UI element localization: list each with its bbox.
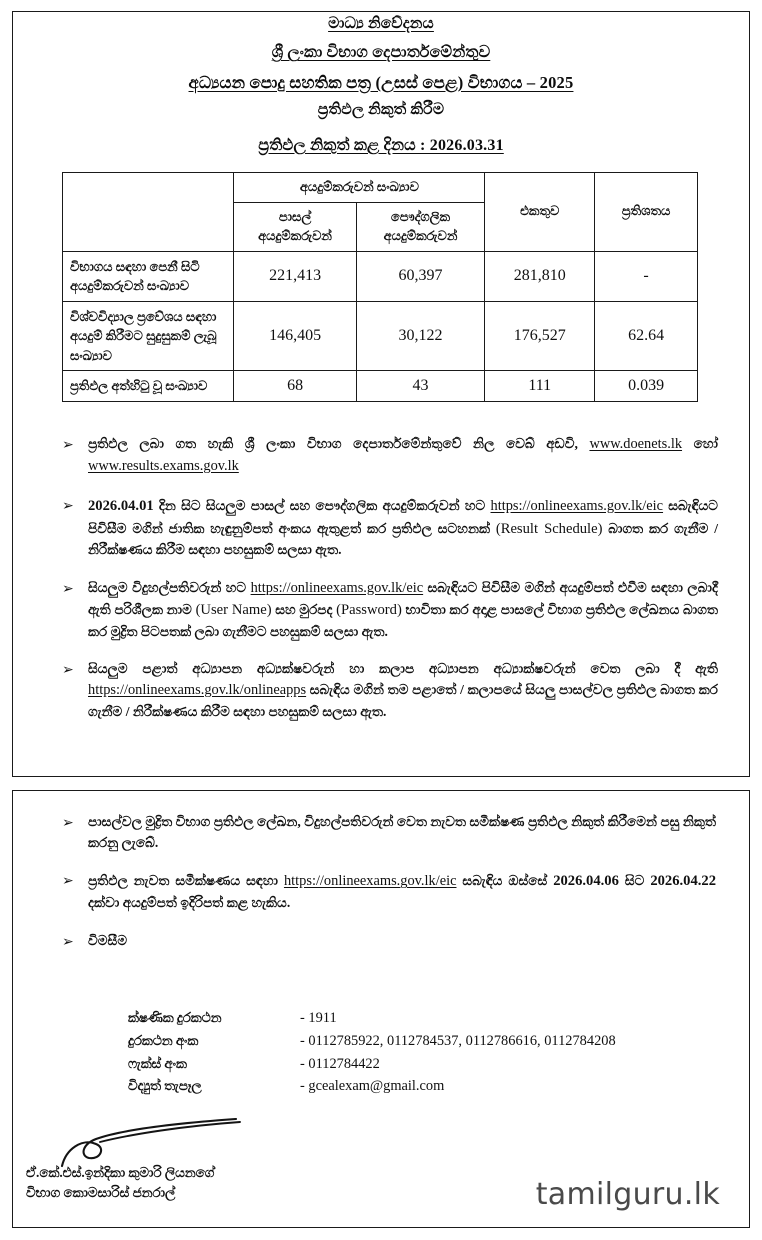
contact-label-telephone: දුරකථන අංක: [128, 1032, 199, 1048]
heading-exam-title: අධ්‍යයන පොදු සහතික පත්‍ර (උසස් පෙළ) විභාගය – 2025: [188, 72, 574, 92]
table-row: [63, 301, 698, 371]
table-cell-total: 176,527: [485, 301, 595, 371]
bullet-text-printed-results: පාසල්වල මුද්‍රිත විභාග ප්‍රතිඵල ලේඛන, විදුහල්පතිවරුන් වෙත නැවත සමීක්ෂණ ප්‍රතිඵල නිකුත් කිරීමෙන් පසු නිකුත් කරනු ලැබේ.: [88, 814, 716, 850]
table-group-header-applicants: අයදුම්කරුවන් සංඛ්‍යාව: [234, 173, 485, 203]
latin-password: (Password): [336, 602, 402, 619]
table-cell-private: 43: [356, 371, 485, 402]
table-cell-school: 221,413: [234, 251, 356, 301]
bullet-text-principals: සියලුම විදුහල්පතිවරුන් හට https://onlineexams.gov.lk/eic සබැඳියට පිවිසීම මගින් අයදුම්පත් එවීම සඳහා ලබාදී ඇති පරිශීලක නාම (User Name) සහ මුරපද (Password) භාවිතා කර අදාළ පාසලේ විභාග ප්‍රතිඵල ලේඛනය බාගත කර මුද්‍රිත පිටපතක් ලබා ගැනීමට පහසුකම් සලසා ඇත.: [88, 579, 718, 639]
signature-block: [26, 1163, 214, 1203]
link-doenets[interactable]: www.doenets.lk: [589, 436, 683, 452]
rescrutiny-end-date: 2026.04.22: [650, 873, 716, 890]
heading-results-release: ප්‍රතිඵල නිකුත් කිරීම: [317, 101, 445, 119]
table-row-label: විශ්වවිද්‍යාල ප්‍රවේශය සඳහා අයදුම් කිරීමට සුදුසුකම් ලැබූ සංඛ්‍යාව: [63, 301, 234, 371]
table-row-label: ප්‍රතිඵල අත්හිටු වූ සංඛ්‍යාව: [63, 371, 234, 402]
bullet-text-inquiries-heading: විමසීම: [88, 932, 128, 948]
heading-release-date: ප්‍රතිඵල නිකුත් කළ දිනය : 2026.03.31: [258, 136, 504, 154]
arrow-bullet-icon: ➢: [62, 580, 74, 597]
list-item: [62, 931, 716, 953]
arrow-bullet-icon: ➢: [62, 437, 74, 453]
link-results-exams[interactable]: www.results.exams.gov.lk: [88, 457, 239, 474]
table-row: [63, 371, 698, 402]
list-item: [62, 578, 718, 643]
contact-row-hotline: [128, 1007, 616, 1030]
contact-label-hotline: ක්ෂණික දුරකථන: [128, 1010, 222, 1025]
table-corner-cell-2: [63, 202, 234, 251]
contact-label-fax: ෆැක්ස් අංක: [128, 1055, 187, 1071]
contact-value-telephone: - 0112785922, 0112784537, 0112786616, 0112784208: [300, 1032, 616, 1049]
heading-media-release: මාධ්‍ය නිවේදනය: [328, 15, 434, 32]
heading-department: ශ්‍රී ලංකා විභාග දෙපාර්තමේන්තුව: [271, 44, 491, 62]
contact-details: [128, 1007, 616, 1098]
table-cell-total: 111: [485, 371, 595, 402]
contact-row-email: [128, 1075, 616, 1098]
arrow-bullet-icon: ➢: [62, 815, 74, 831]
table-cell-private: 30,122: [356, 301, 485, 371]
list-item: [62, 495, 718, 561]
contact-value-email[interactable]: - gcealexam@gmail.com: [300, 1078, 445, 1095]
arrow-bullet-icon: ➢: [62, 497, 74, 514]
table-cell-school: 146,405: [234, 301, 356, 371]
bullet-text-rescrutiny: ප්‍රතිඵල නැවත සමීක්ෂණය සඳහා https://onlineexams.gov.lk/eic සබැඳිය ඔස්සේ 2026.04.06 සිට 2026.04.22 දක්වා අයදුම්පත් ඉදිරිපත් කළ හැකිය.: [88, 873, 716, 911]
table-cell-percentage: 0.039: [595, 371, 698, 402]
list-item: [62, 434, 718, 478]
table-header-percentage: ප්‍රතිශතය: [595, 173, 698, 252]
list-item: [62, 870, 716, 914]
latin-user-name: (User Name): [195, 602, 272, 619]
list-item: [62, 659, 718, 722]
contact-value-hotline: - 1911: [300, 1010, 337, 1026]
table-header-total: එකතුව: [485, 173, 595, 252]
latin-result-schedule: (Result Schedule): [495, 520, 603, 537]
arrow-bullet-icon: ➢: [62, 662, 74, 679]
site-watermark: tamilguru.lk: [535, 1177, 720, 1212]
arrow-bullet-icon: ➢: [62, 933, 74, 950]
table-header-school: පාසල් අයදුම්කරුවන්: [234, 202, 356, 251]
link-onlineexams-onlineapps[interactable]: https://onlineexams.gov.lk/onlineapps: [88, 681, 307, 698]
bullet-text-directors: සියලුම පළාත් අධ්‍යාපන අධ්‍යක්ෂවරුන් හා කලාප අධ්‍යාපන අධ්‍යාක්ෂවරුන් වෙත ලබා දී ඇති https://onlineexams.gov.lk/onlineapps සබැඳිය මගින් තම පළාතේ / කලාපයේ සියලු පාසල්වල ප්‍රතිඵල බාගත කර ගැනීම / නිරීක්ෂණය කිරීම සඳහා පහසුකම් සලසා ඇත.: [88, 661, 718, 719]
signatory-name: ඒ.කේ.එස්.ඉන්දිකා කුමාරි ලියනගේ: [26, 1165, 215, 1180]
table-header-row-1: [63, 173, 698, 203]
list-item: [62, 812, 716, 853]
notice-bullet-list-top: [0, 434, 762, 739]
link-onlineexams-eic[interactable]: https://onlineexams.gov.lk/eic: [490, 497, 664, 514]
rescrutiny-start-date: 2026.04.06: [553, 873, 619, 890]
table-row: [63, 251, 698, 301]
table-header-private: පෞද්ගලික අයදුම්කරුවන්: [356, 202, 485, 251]
contact-row-telephone: [128, 1030, 616, 1053]
date-value: 2026.04.01: [88, 497, 154, 514]
contact-value-fax: - 0112784422: [300, 1055, 380, 1072]
table-cell-percentage: -: [595, 251, 698, 301]
bullet-text-websites: ප්‍රතිඵල ලබා ගත හැකි ශ්‍රී ලංකා විභාග දෙපාර්තමේන්තුවේ නිල වෙබ් අඩවි, www.doenets.lk හෝ www.results.exams.gov.lk: [88, 436, 718, 474]
table-cell-school: 68: [234, 371, 356, 402]
table-cell-percentage: 62.64: [595, 301, 698, 371]
contact-row-fax: [128, 1053, 616, 1076]
signatory-designation: විභාග කොමසාරිස් ජනරාල්: [26, 1185, 176, 1201]
statistics-table: [62, 172, 698, 402]
table-cell-total: 281,810: [485, 251, 595, 301]
table-row-label: විභාගය සඳහා පෙනී සිටි අයදුම්කරුවන් සංඛ්‍යාව: [63, 251, 234, 301]
notice-bullet-list-bottom: [0, 812, 762, 970]
link-onlineexams-eic[interactable]: https://onlineexams.gov.lk/eic: [250, 579, 424, 596]
contact-label-email: විද්‍යුත් තැපෑල: [128, 1078, 202, 1094]
table-cell-private: 60,397: [356, 251, 485, 301]
document-heading: [0, 14, 762, 156]
arrow-bullet-icon: ➢: [62, 873, 74, 890]
bullet-text-result-schedule: 2026.04.01 දින සිට සියලුම පාසල් සහ පෞද්ගලික අයදුම්කරුවන් හට https://onlineexams.gov.lk/eic සබැඳියට පිවිසීම මගින් ජාතික හැඳුනුම්පත් අංකය ඇතුළත් කර ප්‍රතිඵල සටහනක් (Result Schedule) බාගත කර ගැනීම / නිරීක්ෂණය කිරීම සඳහා පහසුකම් සලසා ඇත.: [88, 497, 719, 557]
link-onlineexams-eic[interactable]: https://onlineexams.gov.lk/eic: [283, 873, 457, 890]
table-corner-cell: [63, 173, 234, 203]
